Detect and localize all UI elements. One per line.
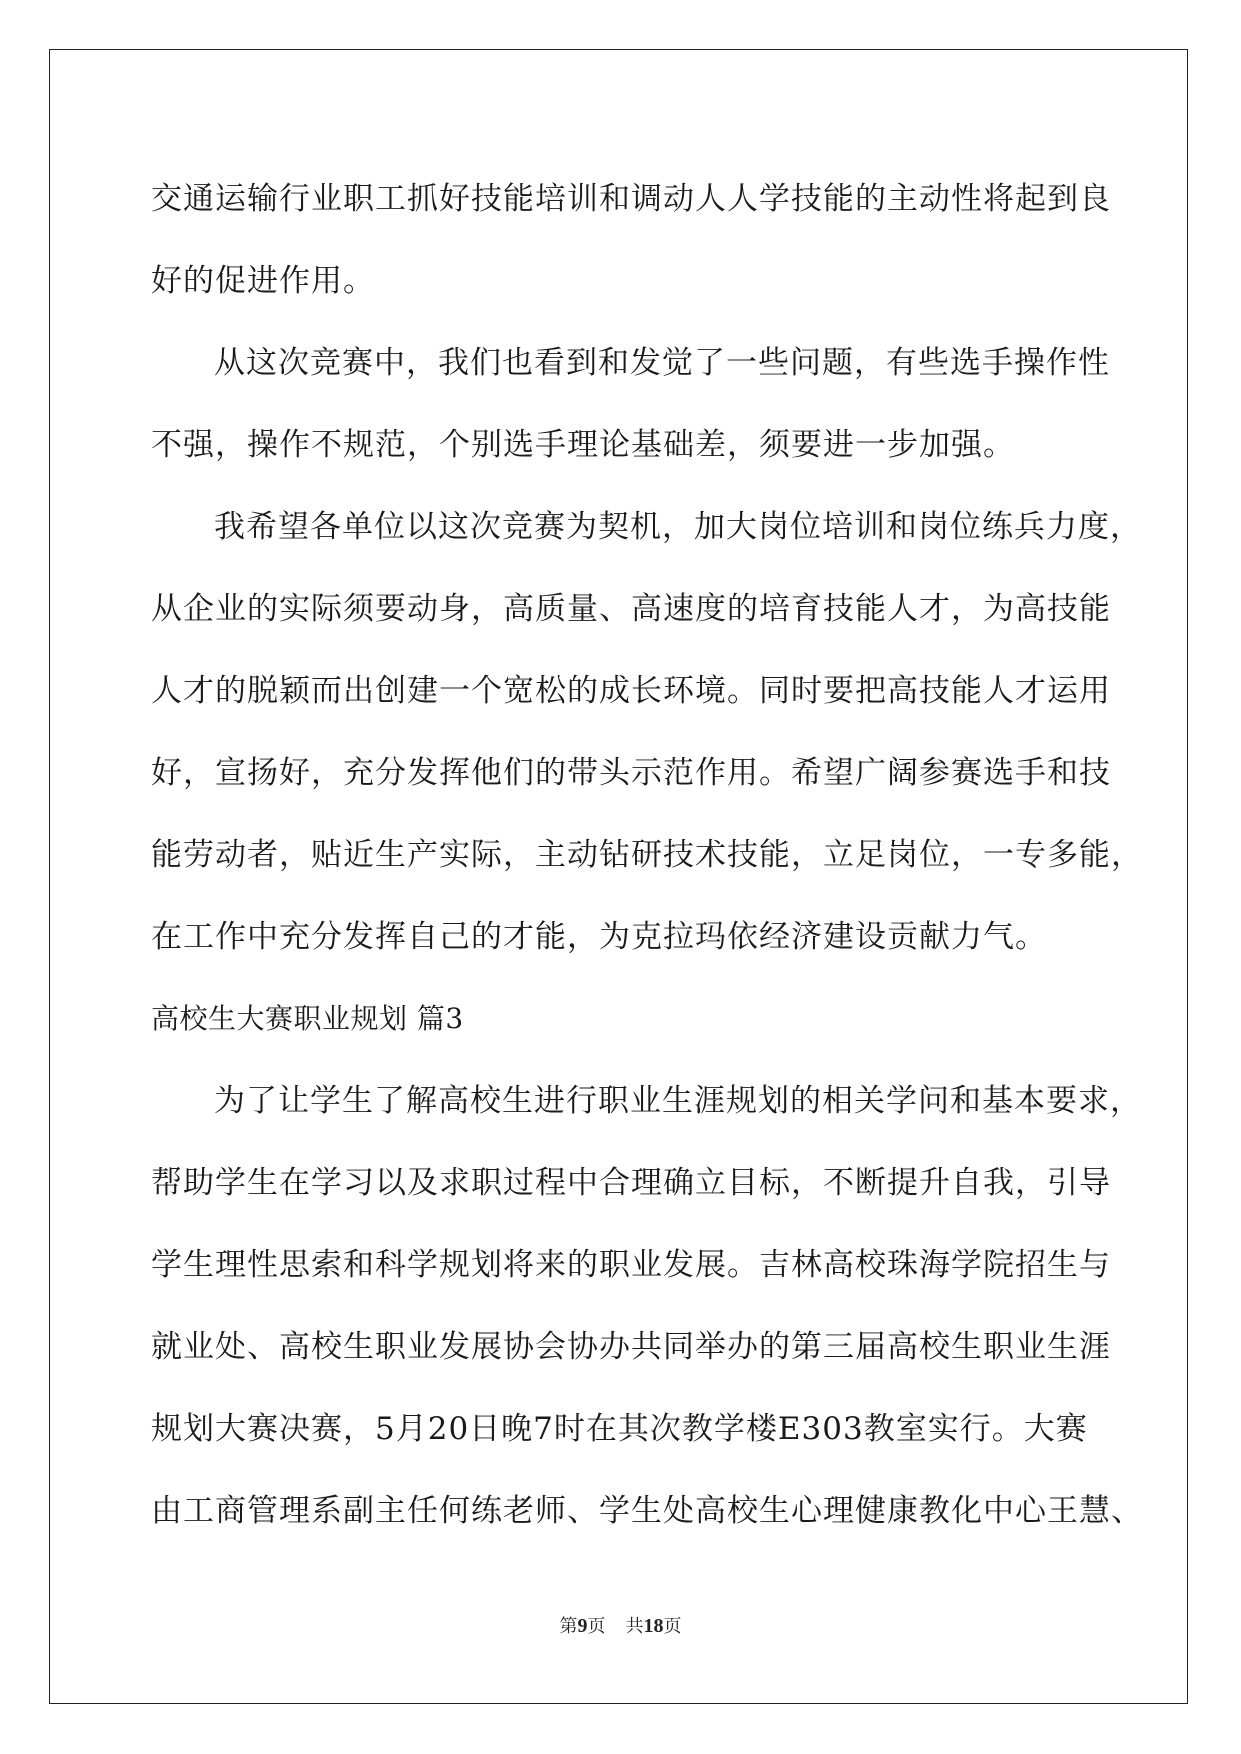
footer-page-suffix: 页 bbox=[587, 1616, 606, 1637]
paragraph-line: 从这次竞赛中，我们也看到和发觉了一些问题，有些选手操作性 bbox=[214, 345, 1110, 381]
paragraph-line: 好的促进作用。 bbox=[151, 263, 375, 299]
paragraph-line: 好，宣扬好，充分发挥他们的带头示范作用。希望广阔参赛选手和技 bbox=[151, 755, 1111, 791]
footer-total-suffix: 页 bbox=[663, 1616, 682, 1637]
paragraph-line: 在工作中充分发挥自己的才能，为克拉玛依经济建设贡献力气。 bbox=[151, 919, 1047, 955]
paragraph-line: 由工商管理系副主任何练老师、学生处高校生心理健康教化中心王慧、 bbox=[151, 1493, 1143, 1529]
section-heading: 高校生大赛职业规划 篇3 bbox=[151, 1002, 464, 1035]
paragraph-line: 为了让学生了解高校生进行职业生涯规划的相关学问和基本要求， bbox=[214, 1083, 1142, 1119]
paragraph-line: 交通运输行业职工抓好技能培训和调动人人学技能的主动性将起到良 bbox=[151, 181, 1111, 217]
paragraph-line: 不强，操作不规范，个别选手理论基础差，须要进一步加强。 bbox=[151, 427, 1015, 463]
total-page-count: 18 bbox=[643, 1615, 664, 1637]
current-page-number: 9 bbox=[577, 1615, 588, 1637]
document-body bbox=[151, 158, 1143, 1552]
paragraph-line: 帮助学生在学习以及求职过程中合理确立目标，不断提升自我，引导 bbox=[151, 1165, 1111, 1201]
paragraph-line: 我希望各单位以这次竞赛为契机，加大岗位培训和岗位练兵力度， bbox=[214, 509, 1142, 545]
paragraph-line: 人才的脱颖而出创建一个宽松的成长环境。同时要把高技能人才运用 bbox=[151, 673, 1111, 709]
footer-total-prefix: 共 bbox=[625, 1616, 644, 1637]
page-footer bbox=[0, 1612, 1241, 1638]
paragraph-line: 能劳动者，贴近生产实际，主动钻研技术技能，立足岗位，一专多能， bbox=[151, 837, 1143, 873]
paragraph-line: 学生理性思索和科学规划将来的职业发展。吉林高校珠海学院招生与 bbox=[151, 1247, 1111, 1283]
paragraph-line: 从企业的实际须要动身，高质量、高速度的培育技能人才，为高技能 bbox=[151, 591, 1111, 627]
paragraph-line: 规划大赛决赛，5月20日晚7时在其次教学楼E303教室实行。大赛 bbox=[151, 1411, 1088, 1447]
footer-prefix: 第 bbox=[559, 1616, 578, 1637]
paragraph-line: 就业处、高校生职业发展协会协办共同举办的第三届高校生职业生涯 bbox=[151, 1329, 1111, 1365]
